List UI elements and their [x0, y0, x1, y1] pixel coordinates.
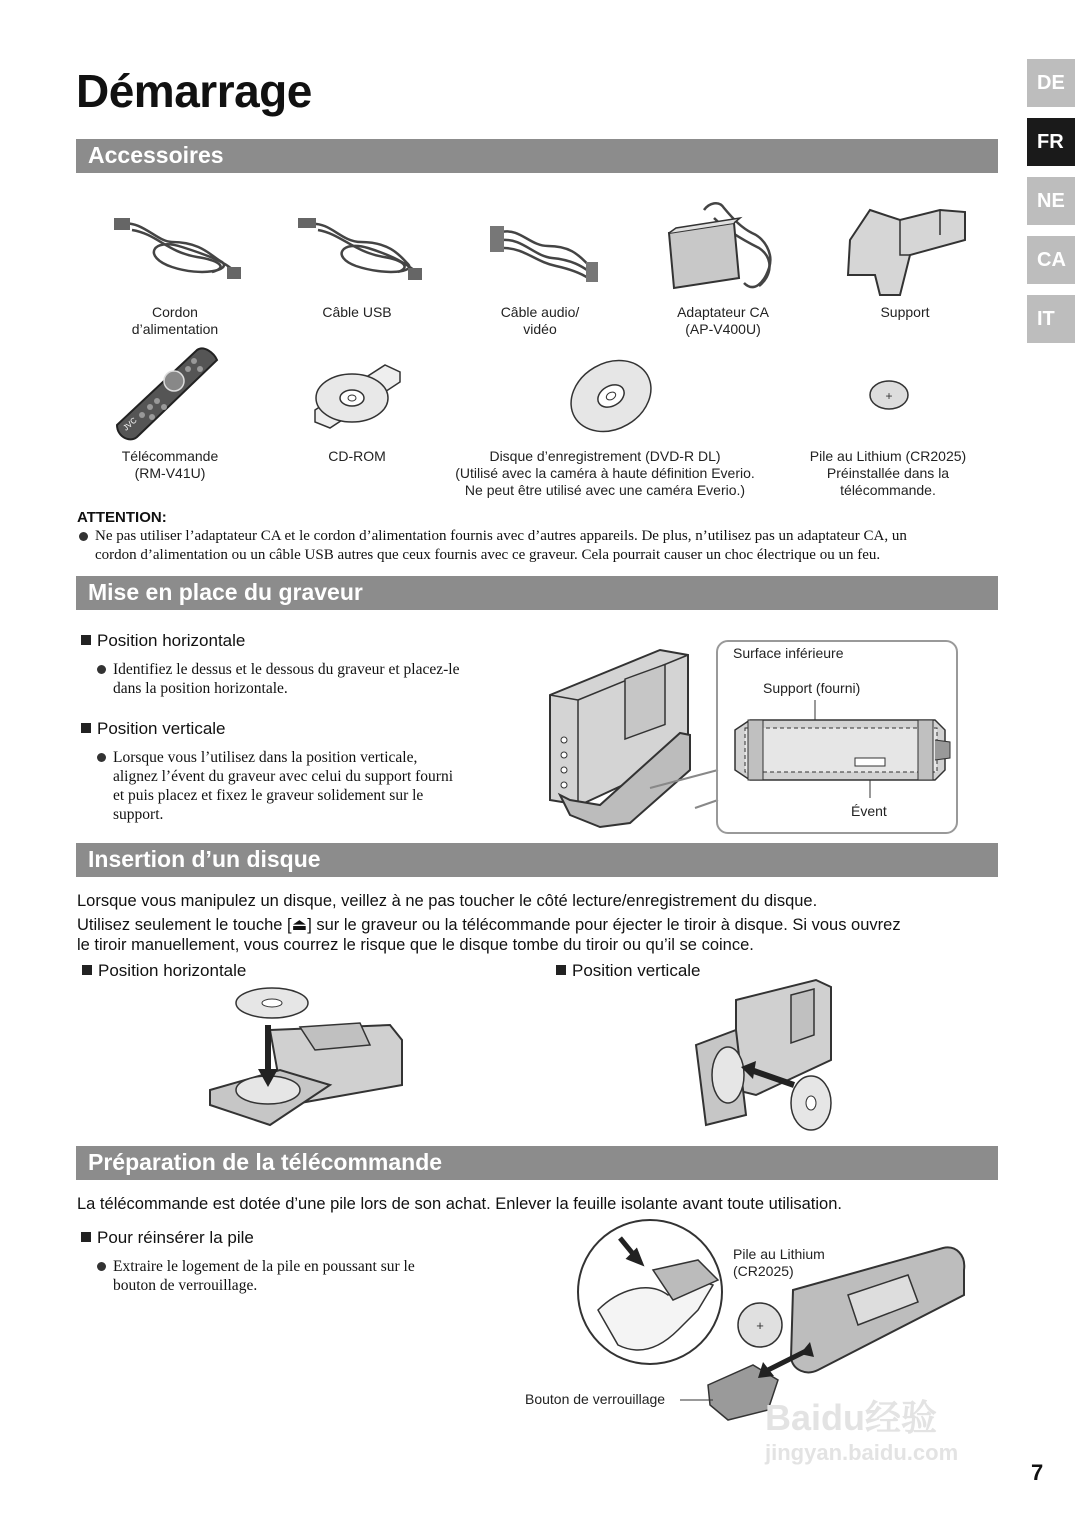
caption-line: télécommande. — [840, 482, 936, 498]
watermark-url: jingyan.baidu.com — [765, 1440, 959, 1465]
subhead-reinsert — [81, 1228, 254, 1248]
caption-line: Télécommande — [121, 448, 219, 464]
attention-line: cordon d’alimentation ou un câble USB autres que ceux fournis avec ce graveur. Cela pourrait causer un choc électrique ou un feu. — [95, 547, 881, 563]
insertion-text — [77, 891, 1007, 955]
subhead-text: Pour réinsérer la pile — [97, 1228, 254, 1247]
lang-tab-ca[interactable]: CA — [1027, 236, 1075, 284]
square-bullet — [81, 723, 91, 733]
caption-adapter — [663, 304, 783, 338]
lang-tab-de[interactable]: DE — [1027, 59, 1075, 107]
subhead-horizontal — [81, 631, 245, 651]
instruction-line: et puis placez et fixez le graveur solidement sur le — [113, 787, 424, 804]
subhead-vertical — [81, 719, 226, 739]
square-bullet — [81, 635, 91, 645]
label-line: Pile au Lithium — [733, 1246, 825, 1262]
insertion-line: Lorsque vous manipulez un disque, veillez à ne pas toucher le côté lecture/enregistrement du disque. — [77, 892, 818, 910]
caption-usb — [297, 304, 417, 321]
caption-remote — [105, 448, 235, 482]
instruction-line: bouton de verrouillage. — [113, 1277, 258, 1294]
caption-support — [845, 304, 965, 321]
insertion-line: le tiroir manuellement, vous courrez le risque que le disque tombe du tiroir ou qu’il se coince. — [77, 936, 754, 954]
label-lock-button: Bouton de verrouillage — [525, 1391, 666, 1407]
support-stand-illustration — [840, 200, 970, 300]
caption-line: Cordon — [152, 304, 198, 320]
svg-text:+: + — [756, 1318, 764, 1333]
bullet-dot — [97, 1262, 106, 1271]
reinsert-instructions — [113, 1257, 513, 1295]
caption-line: Pile au Lithium (CR2025) — [809, 448, 967, 464]
caption-cdrom — [297, 448, 417, 465]
battery-illustration — [868, 378, 910, 412]
subhead-text: Position horizontale — [98, 961, 247, 980]
svg-text:+: + — [885, 389, 893, 403]
attention-heading: ATTENTION: — [77, 509, 167, 526]
horizontal-insertion-illustration — [210, 985, 410, 1130]
power-cord-illustration — [112, 212, 242, 287]
attention-line: Ne pas utiliser l’adaptateur CA et le cordon d’alimentation fournis avec d’autres appareils. De plus, n’utilisez pas un adaptateur CA, un — [95, 528, 907, 544]
caption-line: (Utilisé avec la caméra à haute définition Everio. — [455, 465, 755, 481]
caption-line: CD-ROM — [328, 448, 386, 464]
caption-line: Adaptateur CA — [677, 304, 769, 320]
callout-pointer — [640, 760, 720, 810]
caption-line: Câble USB — [322, 304, 392, 320]
caption-line: (RM-V41U) — [134, 465, 206, 481]
instruction-line: alignez l’évent du graveur avec celui du support fourni — [113, 768, 454, 785]
caption-line: (AP-V400U) — [685, 321, 761, 337]
section-header-mise-en-place: Mise en place du graveur — [76, 576, 998, 610]
square-bullet — [81, 1232, 91, 1242]
instruction-line: Identifiez le dessus et le dessous du graveur et placez-le — [113, 661, 460, 678]
page-number: 7 — [1031, 1460, 1044, 1485]
lang-tab-fr[interactable]: FR — [1027, 118, 1075, 166]
cdrom-illustration — [310, 360, 405, 430]
bullet-dot — [79, 532, 88, 541]
subhead-text: Position verticale — [572, 961, 701, 980]
caption-line: Préinstallée dans la — [826, 465, 950, 481]
bullet-dot — [97, 753, 106, 762]
attention-text — [95, 527, 1000, 565]
stand-bottom-illustration — [730, 700, 952, 800]
instruction-line: Lorsque vous l’utilisez dans la position verticale, — [113, 749, 418, 766]
subhead-text: Position verticale — [97, 719, 226, 738]
label-battery — [733, 1246, 825, 1280]
vertical-instructions — [113, 748, 523, 824]
caption-dvd — [440, 448, 770, 499]
label-line: (CR2025) — [733, 1263, 794, 1279]
subhead-text: Position horizontale — [97, 631, 246, 650]
bullet-dot — [97, 665, 106, 674]
svg-text:JVC: JVC — [121, 415, 139, 433]
instruction-line: support. — [113, 806, 164, 823]
section-header-preparation: Préparation de la télécommande — [76, 1146, 998, 1180]
preparation-intro: La télécommande est dotée d’une pile lors de son achat. Enlever la feuille isolante avant toute utilisation. — [77, 1195, 842, 1213]
callout-event-label: Évent — [851, 803, 887, 819]
caption-line: vidéo — [523, 321, 557, 337]
lang-tab-ne[interactable]: NE — [1027, 177, 1075, 225]
remote-control-illustration — [112, 345, 222, 440]
insertion-line: Utilisez seulement le touche [⏏] sur le graveur ou la télécommande pour éjecter le tiroir à disque. Si vous ouvrez — [77, 916, 901, 934]
square-bullet — [556, 965, 566, 975]
instruction-line: Extraire le logement de la pile en poussant sur le — [113, 1258, 415, 1275]
section-header-insertion: Insertion d’un disque — [76, 843, 998, 877]
callout-support-label: Support (fourni) — [763, 680, 861, 696]
callout-title: Surface inférieure — [733, 645, 844, 661]
lang-tab-it[interactable]: IT — [1027, 295, 1075, 343]
caption-line: d’alimentation — [131, 321, 219, 337]
caption-line: Câble audio/ — [500, 304, 580, 320]
square-bullet — [82, 965, 92, 975]
instruction-line: dans la position horizontale. — [113, 680, 288, 697]
caption-line: Ne peut être utilisé avec une caméra Everio.) — [464, 482, 746, 498]
caption-line: Support — [880, 304, 930, 320]
subhead-insertion-horizontal — [82, 961, 246, 981]
vertical-insertion-illustration — [696, 975, 841, 1130]
caption-power-cord — [115, 304, 235, 338]
usb-cable-illustration — [296, 212, 426, 287]
page-title: Démarrage — [76, 65, 312, 117]
caption-av-cable — [480, 304, 600, 338]
watermark-logo: Baidu经验 — [765, 1397, 938, 1438]
subhead-insertion-vertical — [556, 961, 701, 981]
dvd-disc-illustration — [566, 360, 656, 432]
av-cable-illustration — [490, 218, 600, 283]
caption-battery — [798, 448, 978, 499]
section-header-accessoires: Accessoires — [76, 139, 998, 173]
ac-adapter-illustration — [664, 198, 784, 298]
horizontal-instructions — [113, 660, 523, 698]
caption-line: Disque d’enregistrement (DVD-R DL) — [489, 448, 721, 464]
